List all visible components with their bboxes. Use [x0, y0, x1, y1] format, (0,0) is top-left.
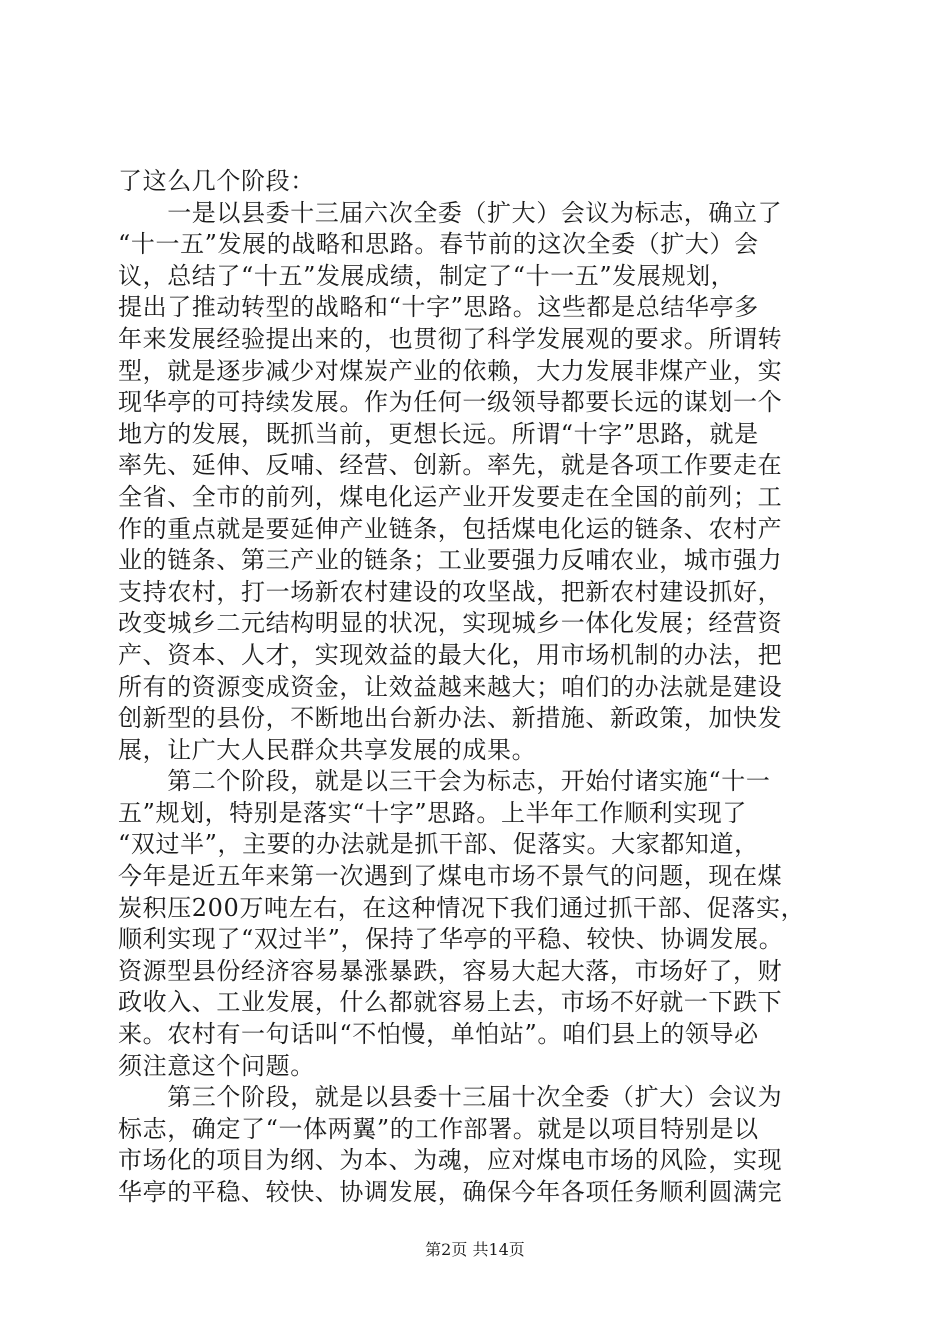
text-line: 改变城乡二元结构明显的状况，实现城乡一体化发展；经营资: [118, 609, 783, 638]
text-line: 所有的资源变成资金，让效益越来越大；咱们的办法就是建设: [118, 672, 783, 701]
text-line: 华亭的平稳、较快、协调发展，确保今年各项任务顺利圆满完: [118, 1178, 783, 1206]
body-text: [118, 166, 838, 1209]
text-line: 提出了推动转型的战略和“十字”思路。这些都是总结华亭多: [118, 293, 759, 322]
text-line: 支持农村，打一场新农村建设的攻坚战，把新农村建设抓好，: [118, 577, 783, 606]
text-line: 第二个阶段，就是以三干会为标志，开始付诸实施“十一: [118, 767, 771, 796]
text-line: 顺利实现了“双过半”，保持了华亭的平稳、较快、协调发展。: [118, 925, 784, 954]
text-line: 议，总结了“十五”发展成绩，制定了“十一五”发展规划，: [118, 261, 736, 290]
text-line: 展，让广大人民群众共享发展的成果。: [118, 735, 537, 764]
text-line: 五”规划，特别是落实“十字”思路。上半年工作顺利实现了: [118, 798, 748, 827]
text-line: 须注意这个问题。: [118, 1051, 315, 1080]
text-line: 产、资本、人才，实现效益的最大化，用市场机制的办法，把: [118, 640, 783, 669]
page-footer: 第2页 共14页: [425, 1240, 525, 1259]
text-line: 年来发展经验提出来的，也贯彻了科学发展观的要求。所谓转: [118, 324, 783, 353]
text-line: 现华亭的可持续发展。作为任何一级领导都要长远的谋划一个: [118, 388, 783, 417]
text-line: 市场化的项目为纲、为本、为魂，应对煤电市场的风险，实现: [118, 1146, 783, 1175]
text-line: 炭积压200万吨左右，在这种情况下我们通过抓干部、促落实，: [118, 893, 806, 922]
text-line: 作的重点就是要延伸产业链条，包括煤电化运的链条、农村产: [118, 514, 783, 543]
text-line: 标志，确定了“一体两翼”的工作部署。就是以项目特别是以: [118, 1114, 759, 1143]
text-line: 资源型县份经济容易暴涨暴跌，容易大起大落，市场好了，财: [118, 956, 783, 985]
text-line: 了这么几个阶段：: [118, 167, 315, 195]
text-line: 率先、延伸、反哺、经营、创新。率先，就是各项工作要走在: [118, 451, 783, 480]
text-line: 今年是近五年来第一次遇到了煤电市场不景气的问题，现在煤: [118, 862, 783, 891]
text-line: 来。农村有一句话叫“不怕慢，单怕站”。咱们县上的领导必: [118, 1020, 759, 1049]
text-line: 型，就是逐步减少对煤炭产业的依赖，大力发展非煤产业，实: [118, 356, 783, 385]
text-line: 全省、全市的前列，煤电化运产业开发要走在全国的前列；工: [118, 482, 783, 511]
text-line: 业的链条、第三产业的链条；工业要强力反哺农业，城市强力: [118, 546, 783, 575]
text-line: 一是以县委十三届六次全委（扩大）会议为标志，确立了: [118, 198, 783, 227]
text-line: 第三个阶段，就是以县委十三届十次全委（扩大）会议为: [118, 1083, 783, 1112]
text-line: 地方的发展，既抓当前，更想长远。所谓“十字”思路，就是: [118, 419, 759, 448]
text-line: “双过半”，主要的办法就是抓干部、促落实。大家都知道，: [118, 830, 759, 859]
text-line: 创新型的县份，不断地出台新办法、新措施、新政策，加快发: [118, 704, 783, 733]
text-line: 政收入、工业发展，什么都就容易上去，市场不好就一下跌下: [118, 988, 783, 1017]
text-line: “十一五”发展的战略和思路。春节前的这次全委（扩大）会: [118, 230, 759, 259]
